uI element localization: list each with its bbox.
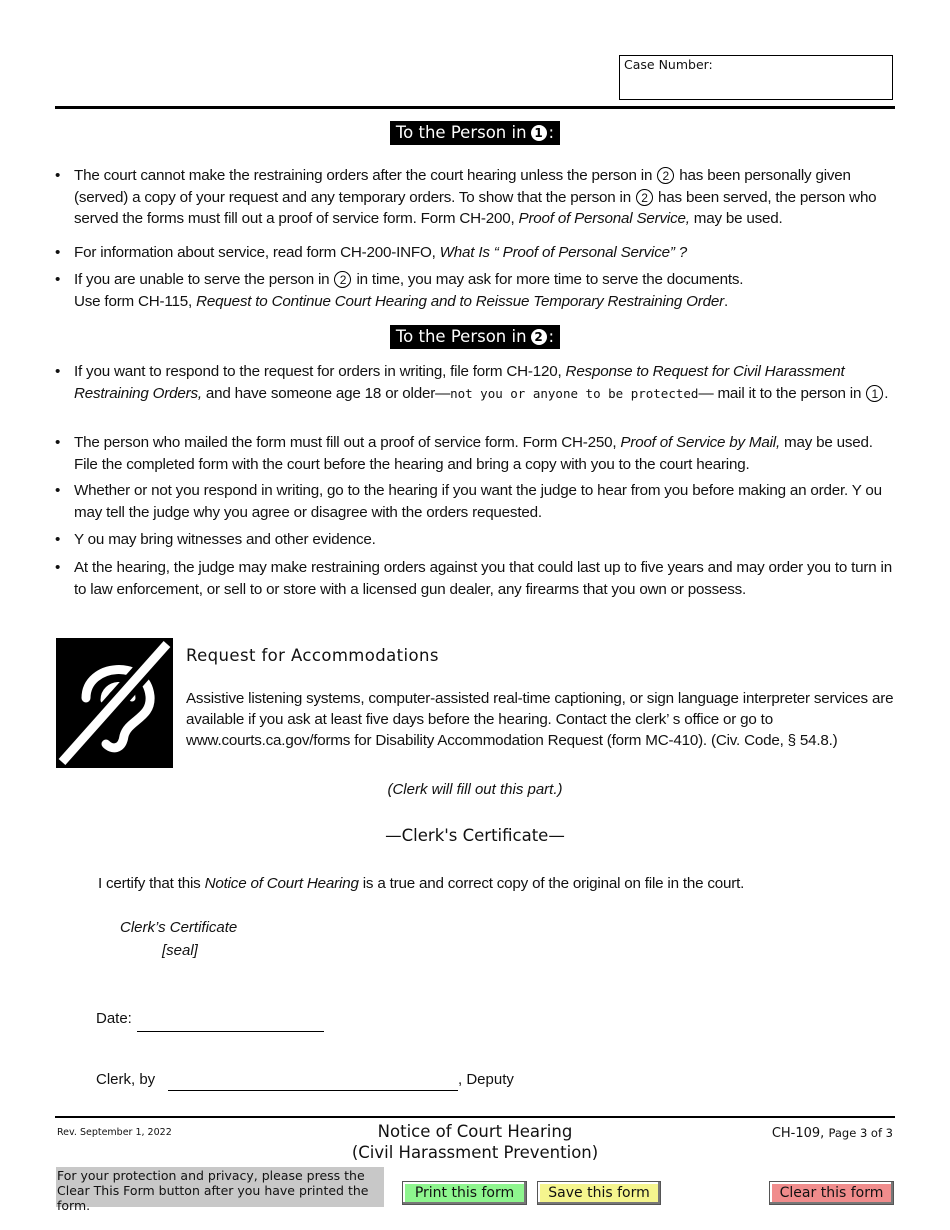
circled-number: 2 [334,271,351,288]
header-divider [55,106,895,109]
bullet-text: . [724,292,729,310]
bullet-dot: • [55,559,61,576]
bullet-dot: • [55,167,61,184]
bullet-dot: • [55,363,61,380]
bullet-dot: • [55,531,61,548]
revision-date: Rev. September 1, 2022 [57,1127,172,1138]
form-title: Proof of Service by Mail, [620,434,780,451]
bullet-text: The court cannot make the restraining orders after the court hearing unless the person in [74,167,653,184]
clerk-signature-field[interactable] [168,1090,458,1091]
hearing-impaired-icon [56,638,173,768]
section2-banner-number: 2 [531,329,547,345]
bullet-text: For information about service, read form CH-200-INFO, [74,244,436,261]
section1-banner-number: 1 [531,125,547,141]
section1-bullet-2 [55,242,895,264]
bullet-emphasis: not you or anyone to be protected [450,385,699,401]
section2-bullet-1 [55,361,895,404]
accommodations-title: Request for Accommodations [186,646,439,665]
bullet-text: Whether or not you respond in writing, go to the hearing if you want the judge to hear from you before making an order. Y ou may tell the judge why you agree or disagree with the orders requested. [74,482,882,521]
bullet-dot: • [55,482,61,499]
bullet-dot: • [55,434,61,451]
section1-banner-wrap [0,121,950,145]
section2-banner-suffix: : [548,327,555,346]
footer-title: Notice of Court Hearing [377,1122,573,1141]
bullet-text: At the hearing, the judge may make restraining orders against you that could last up to five years and may order you to turn in to law enforcement, or sell to or store with a licensed gun dealer, any firearms that you own or possess. [74,559,892,598]
privacy-notice: For your protection and privacy, please press the Clear This Form button after you have printed the form. [56,1167,384,1207]
circled-number: 2 [657,167,674,184]
bullet-text: . [884,384,889,402]
clear-form-button[interactable]: Clear this form [769,1181,894,1205]
section1-bullet-1 [55,165,895,230]
section2-bullet-2 [55,432,895,475]
print-form-button[interactable]: Print this form [402,1181,527,1205]
clerk-by-label: Clerk, by [96,1071,156,1088]
clerk-certificate-heading: —Clerk's Certificate— [385,826,565,845]
circled-number: 1 [866,385,883,402]
case-number-label: Case Number: [624,57,713,72]
footer-divider [55,1116,895,1118]
bullet-text: If you want to respond to the request for orders in writing, file form CH-120, [74,363,562,380]
bullet-text: Use form CH-115, [74,292,193,310]
bullet-text: Y ou may bring witnesses and other evidence. [74,531,376,548]
date-field[interactable] [137,1031,324,1032]
date-label: Date: [96,1010,132,1027]
certify-text: is a true and correct copy of the original on file in the court. [362,875,745,892]
bullet-text: The person who mailed the form must fill out a proof of service form. Form CH-250, [74,434,617,451]
bullet-text: in time, you may ask for more time to serve the documents. [356,271,744,288]
section2-bullet-4 [55,529,895,551]
bullet-text: If you are unable to serve the person in [74,271,330,288]
deputy-label: , Deputy [458,1071,514,1088]
form-page-id [772,1126,893,1141]
bullet-dot: • [55,271,61,288]
form-title: Proof of Personal Service, [518,210,690,227]
clerk-certify-statement [98,875,744,892]
section1-bullet-3 [55,269,895,312]
form-title: Response to Request for Civil Harassment Restraining Orders, [74,363,845,402]
section1-banner-suffix: : [548,123,555,142]
section1-banner [390,121,560,145]
certify-text: I certify that this [98,875,201,892]
form-title: Request to Continue Court Hearing and to Reissue Temporary Restraining Order [196,292,724,310]
bullet-text: may be used. [693,210,783,227]
circled-number: 2 [636,189,653,206]
bullet-text: has been served, the person who served the forms must fill out a proof of service form. Form CH-200, [74,188,877,227]
form-title: What Is “ Proof of Personal Service” ? [439,244,687,261]
footer-subtitle: (Civil Harassment Prevention) [351,1143,599,1162]
clerk-note: (Clerk will fill out this part.) [387,781,563,798]
seal-title: Clerk’s Certificate [120,919,238,936]
bullet-text: has been personally given (served) a copy of your request and any temporary orders. To show that the person in [74,167,851,206]
page-number: Page 3 of 3 [828,1126,893,1140]
accommodations-text: Assistive listening systems, computer-assisted real-time captioning, or sign language interpreter services are available if you ask at least five days before the hearing. Contact the clerk’ s office or go to www.courts.ca.gov/forms for Disability Accommodation Request (form MC-410). (Civ. Code, § 54.8.) [186,690,894,749]
bullet-text: — mail it to the person in [698,384,862,402]
form-id: CH-109, [771,1126,825,1141]
section2-banner-wrap [0,325,950,349]
bullet-text: may be used. File the completed form with the court before the hearing and bring a copy with you to the court hearing. [74,434,873,473]
seal-placeholder: [seal] [162,942,198,959]
bullet-dot: • [55,244,61,261]
bullet-text: and have someone age 18 or older— [205,384,451,402]
section2-banner-text: To the Person in [395,327,527,346]
section2-banner [390,325,560,349]
certify-form-title: Notice of Court Hearing [204,875,359,892]
save-form-button[interactable]: Save this form [537,1181,661,1205]
case-number-field[interactable] [619,55,893,100]
section2-bullet-5 [55,557,895,600]
section2-bullet-3 [55,480,895,523]
section1-banner-text: To the Person in [395,123,527,142]
